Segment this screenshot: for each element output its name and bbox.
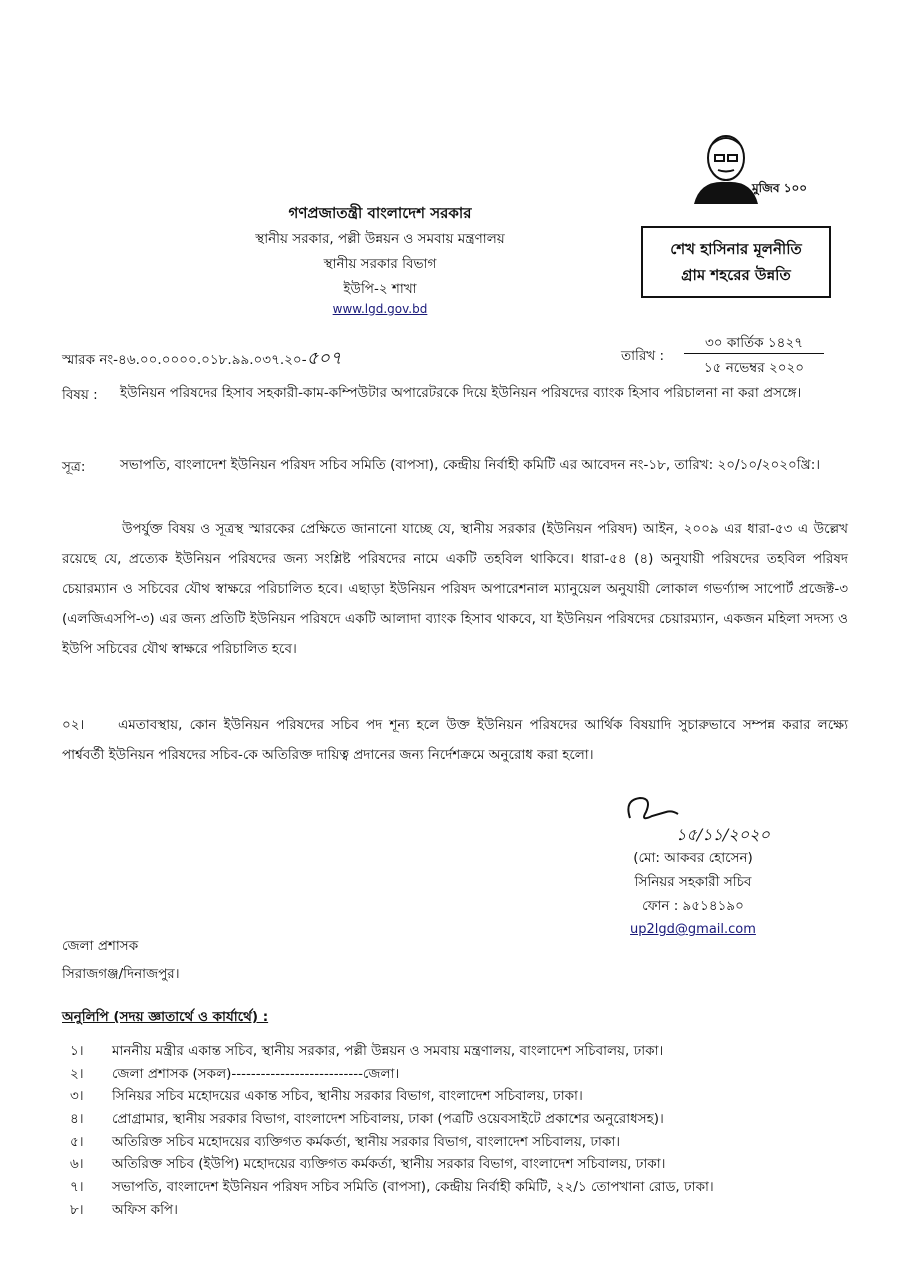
list-item <box>70 1131 860 1154</box>
list-item <box>70 1176 860 1199</box>
list-item-text: জেলা প্রশাসক (সকল)---------------------------জেলা। <box>112 1065 400 1082</box>
list-item <box>70 1040 860 1063</box>
list-item-number: ৭। <box>70 1179 84 1196</box>
paragraph-1-text: উপর্যুক্ত বিষয় ও সূত্রস্থ স্মারকের প্রেক্ষিতে জানানো যাচ্ছে যে, স্থানীয় সরকার (ইউনিয়ন পরিষদ) আইন, ২০০৯ এর ধারা-৫৩ এ উল্লেখ রয়েছে যে, প্রত্যেক ইউনিয়ন পরিষদের জন্য সংশ্লিষ্ট পরিষদের নামে একটি তহবিল থাকিবে। ধারা-৫৪ (৪) অনুযায়ী পরিষদের তহবিল পরিষদ চেয়ারম্যান ও সচিবের যৌথ স্বাক্ষরে পরিচালিত হবে। এছাড়া ইউনিয়ন পরিষদ অপারেশনাল ম্যানুয়েল অনুযায়ী লোকাল গভর্ণ্যান্স সাপোর্ট প্রজেক্ট-৩ (এলজিএসপি-৩) এর জন্য প্রতিটি ইউনিয়ন পরিষদে একটি আলাদা ব্যাংক হিসাব থাকবে, যা ইউনিয়ন পরিষদের চেয়ারম্যান, একজন মহিলা সদস্য ও ইউপি সচিবের যৌথ স্বাক্ষরে পরিচালিত হবে। <box>62 521 848 657</box>
date-gregorian: ১৫ নভেম্বর ২০২০ <box>703 360 805 376</box>
list-item <box>70 1199 860 1222</box>
copy-list-title: অনুলিপি (সদয় জ্ঞাতার্থে ও কার্যার্থে) : <box>62 1009 269 1025</box>
motto-line-2: গ্রাম শহরের উন্নতি <box>681 266 791 284</box>
division-name: স্থানীয় সরকার বিভাগ <box>323 256 437 272</box>
list-item-text: সিনিয়র সচিব মহোদয়ের একান্ত সচিব, স্থানীয় সরকার বিভাগ, বাংলাদেশ সচিবালয়, ঢাকা। <box>112 1088 583 1105</box>
list-item-number: ৮। <box>70 1201 84 1218</box>
branch-name: ইউপি-২ শাখা <box>343 281 417 297</box>
date-label: তারিখ : <box>621 348 665 364</box>
list-item <box>70 1153 860 1176</box>
paragraph-2-text: এমতাবস্থায়, কোন ইউনিয়ন পরিষদের সচিব পদ শূন্য হলে উক্ত ইউনিয়ন পরিষদের আর্থিক বিষয়াদি সুচারুভাবে সম্পন্ন করার লক্ষ্যে পার্শ্ববর্তী ইউনিয়ন পরিষদের সচিব-কে অতিরিক্ত দায়িত্ব প্রদানের জন্য নির্দেশক্রমে অনুরোধ করা হলো। <box>62 717 848 763</box>
list-item-text: সভাপতি, বাংলাদেশ ইউনিয়ন পরিষদ সচিব সমিতি (বাপসা), কেন্দ্রীয় নির্বাহী কমিটি, ২২/১ তোপখানা রোড, ঢাকা। <box>112 1179 714 1196</box>
memo-handwritten-number: ৫০৭ <box>306 348 342 369</box>
ministry-name: স্থানীয় সরকার, পল্লী উন্নয়ন ও সমবায় মন্ত্রণালয় <box>255 231 505 247</box>
list-item-number: ১। <box>70 1043 84 1059</box>
logo-text: মুজিব ১০০ <box>752 181 808 195</box>
date-bengali: ৩০ কার্তিক ১৪২৭ <box>704 335 803 351</box>
reference-label: সূত্র: <box>62 459 86 475</box>
list-item-text: অতিরিক্ত সচিব মহোদয়ের ব্যক্তিগত কর্মকর্তা, স্থানীয় সরকার বিভাগ, বাংলাদেশ সচিবালয়, ঢাকা। <box>112 1133 621 1150</box>
list-item-text: মাননীয় মন্ত্রীর একান্ত সচিব, স্থানীয় সরকার, পল্লী উন্নয়ন ও সমবায় মন্ত্রণালয়, বাংলাদেশ সচিবালয়, ঢাকা। <box>112 1043 664 1059</box>
reference-text: সভাপতি, বাংলাদেশ ইউনিয়ন পরিষদ সচিব সমিতি (বাপসা), কেন্দ্রীয় নির্বাহী কমিটি এর আবেদন নং-১৮, তারিখ: ২০/১০/২০২০খ্রি:। <box>120 457 821 473</box>
signatory-email[interactable]: up2lgd@gmail.com <box>630 922 756 937</box>
body-paragraph-2 <box>62 710 848 770</box>
copy-list <box>70 1040 860 1222</box>
list-item-text: অফিস কপি। <box>112 1201 178 1218</box>
signature-date: ১৫/১১/২০২০ <box>676 825 770 844</box>
list-item-text: অতিরিক্ত সচিব (ইউপি) মহোদয়ের ব্যক্তিগত কর্মকর্তা, স্থানীয় সরকার বিভাগ, বাংলাদেশ সচিবালয়, ঢাকা। <box>112 1156 666 1173</box>
subject-label: বিষয় : <box>62 387 98 403</box>
signature-block <box>588 846 798 942</box>
paragraph-2-content <box>62 710 848 770</box>
memo-number <box>62 344 342 375</box>
signatory-name: (মো: আকবর হোসেন) <box>633 850 753 866</box>
list-item-text: প্রোগ্রামার, স্থানীয় সরকার বিভাগ, বাংলাদেশ সচিবালয়, ঢাকা (পত্রটি ওয়েবসাইটে প্রকাশের অনুরোধসহ)। <box>112 1111 664 1128</box>
list-item <box>70 1108 860 1131</box>
addressee-line-2: সিরাজগঞ্জ/দিনাজপুর। <box>62 966 180 982</box>
list-item <box>70 1063 860 1086</box>
motto-box <box>641 226 831 298</box>
signatory-phone: ফোন : ৯৫১৪১৯০ <box>642 898 744 914</box>
motto-line-1: শেখ হাসিনার মূলনীতি <box>670 240 802 258</box>
date-divider <box>684 353 824 354</box>
body-paragraph-1 <box>62 514 848 664</box>
list-item-number: ৩। <box>70 1088 84 1105</box>
addressee-line-1: জেলা প্রশাসক <box>62 938 139 954</box>
list-item-number: ৬। <box>70 1156 84 1173</box>
list-item-number: ৪। <box>70 1111 84 1128</box>
addressee <box>62 932 180 988</box>
signatory-designation: সিনিয়র সহকারী সচিব <box>634 874 752 890</box>
subject-text: ইউনিয়ন পরিষদের হিসাব সহকারী-কাম-কম্পিউটার অপারেটরকে দিয়ে ইউনিয়ন পরিষদের ব্যাংক হিসাব পরিচালনা না করা প্রসঙ্গে। <box>120 385 802 401</box>
mujib-100-logo <box>688 128 808 204</box>
government-name: গণপ্রজাতন্ত্রী বাংলাদেশ সরকার <box>288 204 472 222</box>
paragraph-2-number: ০২। <box>62 717 85 733</box>
list-item-number: ২। <box>70 1065 84 1082</box>
list-item-number: ৫। <box>70 1133 84 1150</box>
memo-number-text: স্মারক নং-৪৬.০০.০০০০.০১৮.৯৯.০৩৭.২০- <box>62 352 307 368</box>
list-item <box>70 1085 860 1108</box>
website-link[interactable]: www.lgd.gov.bd <box>332 302 428 316</box>
